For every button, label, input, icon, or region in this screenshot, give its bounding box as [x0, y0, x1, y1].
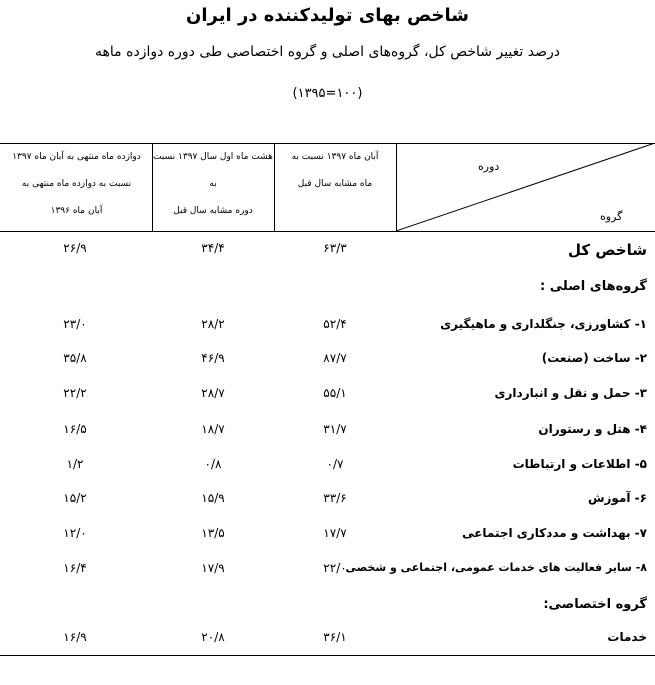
row-label: ۱- کشاورزی، جنگلداری و ماهیگیری — [440, 317, 647, 331]
cell-twelve-months: ۲۶/۹ — [63, 241, 87, 255]
cell-eight-months: ۱۵/۹ — [201, 491, 225, 505]
table-row — [0, 526, 655, 546]
column-header-eight-months: هشت ماه اول سال ۱۳۹۷ نسبت به دوره مشابه سال قبل — [153, 152, 273, 216]
cell-twelve-months: ۱۶/۴ — [63, 561, 87, 575]
table-row-total — [0, 241, 655, 261]
cell-twelve-months: ۱۶/۵ — [63, 422, 87, 436]
table-row — [0, 561, 655, 581]
column-header-month: آبان ماه ۱۳۹۷ نسبت به ماه مشابه سال قبل — [291, 152, 379, 189]
row-label: ۴- هتل و رستوران — [538, 422, 647, 436]
cell-eight-months: ۰/۸ — [204, 457, 222, 471]
cell-twelve-months: ۱۲/۰ — [63, 526, 87, 540]
cell-month: ۵۵/۱ — [323, 386, 347, 400]
cell-month: ۸۷/۷ — [323, 351, 347, 365]
cell-eight-months: ۲۰/۸ — [201, 630, 225, 644]
row-label: ۵- اطلاعات و ارتباطات — [512, 457, 647, 471]
cell-eight-months: ۱۸/۷ — [201, 422, 225, 436]
cell-twelve-months: ۲۲/۲ — [63, 386, 87, 400]
corner-period-label: دوره — [478, 160, 500, 173]
table-row — [0, 422, 655, 442]
table-row — [0, 317, 655, 337]
table-row — [0, 351, 655, 371]
row-label: خدمات — [607, 630, 647, 644]
cell-eight-months: ۲۸/۲ — [201, 317, 225, 331]
corner-group-label: گروه — [600, 210, 623, 223]
row-label: ۳- حمل و نقل و انبارداری — [494, 386, 647, 400]
table-row-services — [0, 630, 655, 650]
cell-month: ۵۲/۴ — [323, 317, 347, 331]
cell-twelve-months: ۳۵/۸ — [63, 351, 87, 365]
page-subtitle: درصد تغییر شاخص کل، گروه‌های اصلی و گروه اختصاصی طی دوره دوازده ماهه — [95, 44, 560, 60]
special-group-heading: گروه اختصاصی: — [543, 597, 647, 612]
cell-eight-months: ۱۳/۵ — [201, 526, 225, 540]
cell-month: ۳۱/۷ — [323, 422, 347, 436]
row-label: ۸- سایر فعالیت های خدمات عمومی، اجتماعی و شخصی — [345, 561, 647, 574]
cell-eight-months: ۱۷/۹ — [201, 561, 225, 575]
table-row — [0, 457, 655, 477]
main-groups-heading: گروه‌های اصلی : — [540, 279, 647, 294]
column-header-twelve-months: دوازده ماه منتهی به آبان ماه ۱۳۹۷ نسبت به دوازده ماه منتهی به آبان ماه ۱۳۹۶ — [12, 152, 141, 216]
cell-month: ۳۶/۱ — [323, 630, 347, 644]
cell-month: ۲۲/۰ — [323, 561, 347, 575]
row-label: ۷- بهداشت و مددکاری اجتماعی — [462, 526, 647, 540]
table-row — [0, 491, 655, 511]
table-bottom-border — [0, 655, 655, 656]
cell-twelve-months: ۱۵/۲ — [63, 491, 87, 505]
cell-month: ۱۷/۷ — [323, 526, 347, 540]
page-title: شاخص بهای تولیدکننده در ایران — [186, 5, 469, 26]
cell-twelve-months: ۱/۲ — [66, 457, 84, 471]
table-row — [0, 386, 655, 406]
cell-eight-months: ۲۸/۷ — [201, 386, 225, 400]
cell-month: ۶۳/۳ — [323, 241, 347, 255]
base-year-note: (۱۰۰=۱۳۹۵) — [292, 86, 363, 101]
cell-twelve-months: ۲۳/۰ — [63, 317, 87, 331]
cell-eight-months: ۳۴/۴ — [201, 241, 225, 255]
row-label: شاخص کل — [568, 241, 647, 259]
row-label: ۶- آموزش — [587, 491, 647, 505]
cell-eight-months: ۴۶/۹ — [201, 351, 225, 365]
cell-month: ۰/۷ — [326, 457, 344, 471]
cell-twelve-months: ۱۶/۹ — [63, 630, 87, 644]
cell-month: ۳۳/۶ — [323, 491, 347, 505]
table-header-border — [0, 231, 655, 232]
row-label: ۲- ساخت (صنعت) — [541, 351, 647, 365]
